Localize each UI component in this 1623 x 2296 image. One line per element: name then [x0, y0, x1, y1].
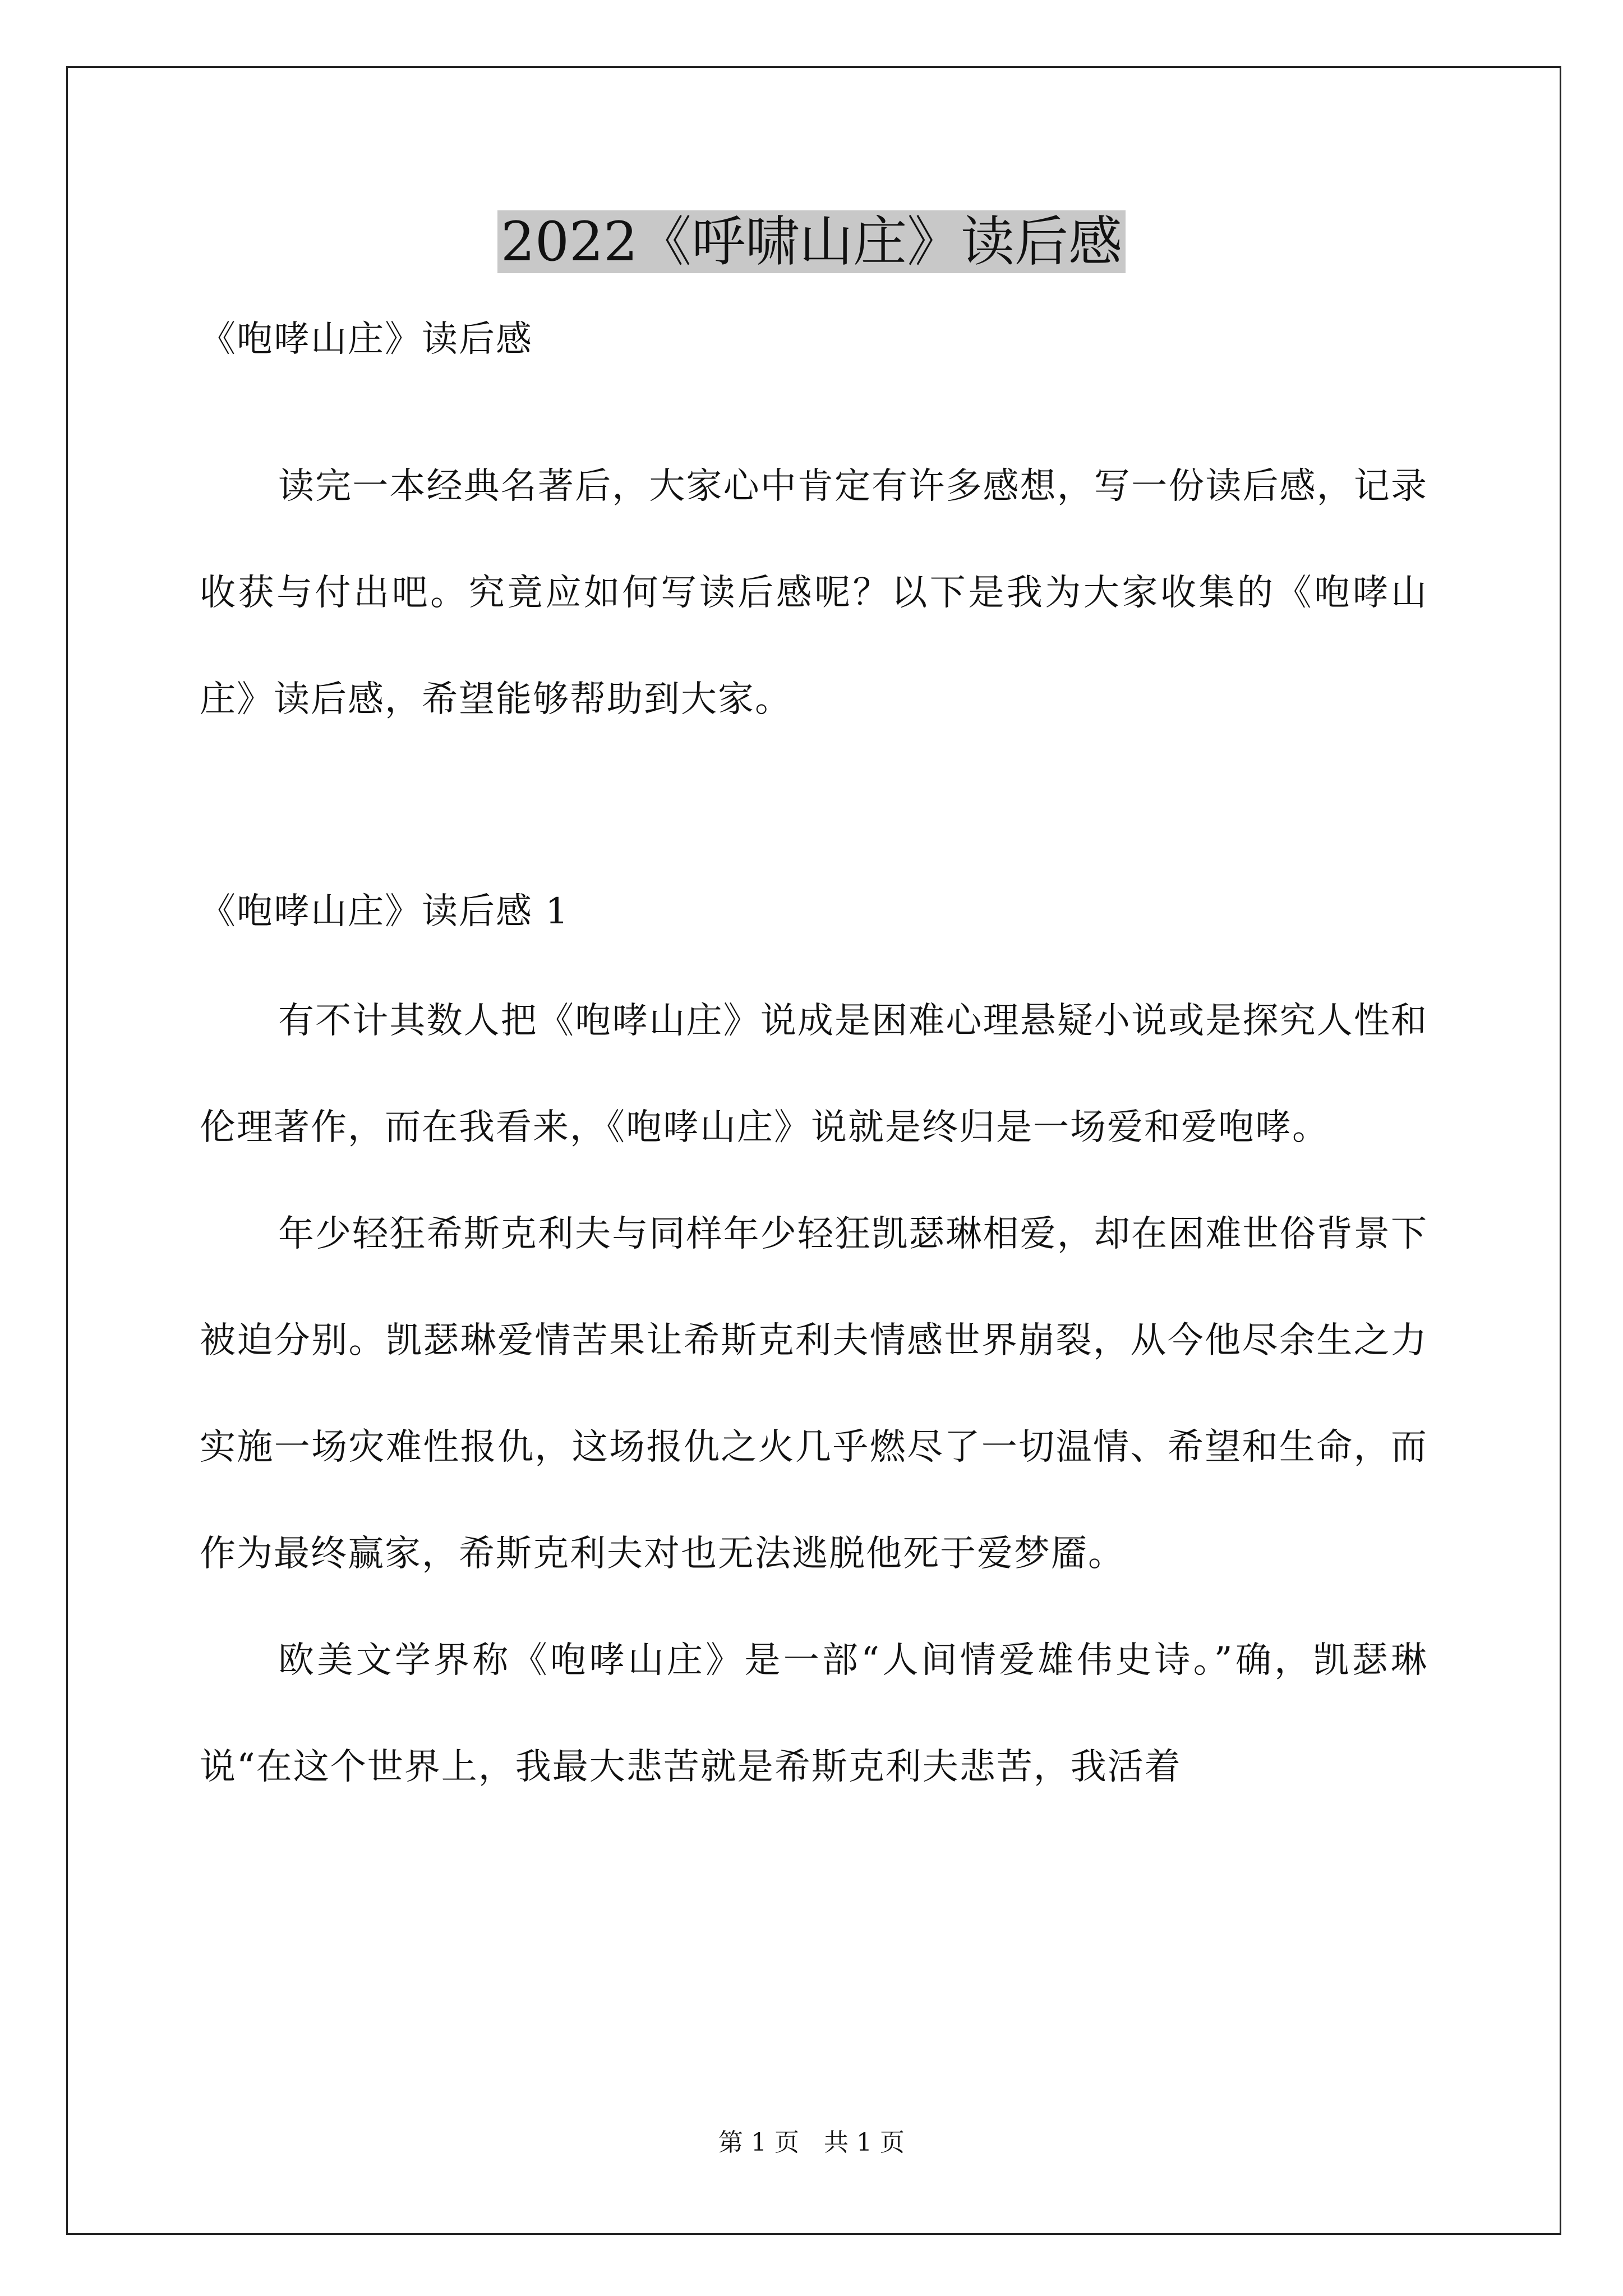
document-title [0, 205, 1623, 278]
document-title-text: 2022《呼啸山庄》读后感 [497, 210, 1126, 273]
page-number: 第 1 页 共 1 页 [718, 2128, 905, 2157]
section1-paragraph-2: 年少轻狂希斯克利夫与同样年少轻狂凯瑟琳相爱，却在困难世俗背景下被迫分别。凯瑟琳爱情苦果让希斯克利夫情感世界崩裂，从今他尽余生之力实施一场灾难性报仇，这场报仇之火几乎燃尽了一切温情、希望和生命，而作为最终赢家，希斯克利夫对也无法逃脱他死于爱梦靥。 [200, 1213, 1428, 1575]
intro-heading: 《咆哮山庄》读后感 [200, 319, 533, 360]
intro-paragraph: 读完一本经典名著后，大家心中肯定有许多感想，写一份读后感，记录收获与付出吧。究竟应如何写读后感呢？以下是我为大家收集的《咆哮山庄》读后感，希望能够帮助到大家。 [200, 466, 1428, 720]
section1-heading: 《咆哮山庄》读后感 1 [200, 891, 570, 932]
section1-paragraph-3: 欧美文学界称《咆哮山庄》是一部“人间情爱雄伟史诗。”确，凯瑟琳说“在这个世界上，我最大悲苦就是希斯克利夫悲苦，我活着 [200, 1640, 1428, 1788]
section1-paragraph-1: 有不计其数人把《咆哮山庄》说成是困难心理悬疑小说或是探究人性和伦理著作，而在我看来，《咆哮山庄》说就是终归是一场爱和爱咆哮。 [200, 1000, 1428, 1148]
intro-paragraph-block [200, 433, 1428, 753]
section1-body [200, 968, 1428, 1820]
